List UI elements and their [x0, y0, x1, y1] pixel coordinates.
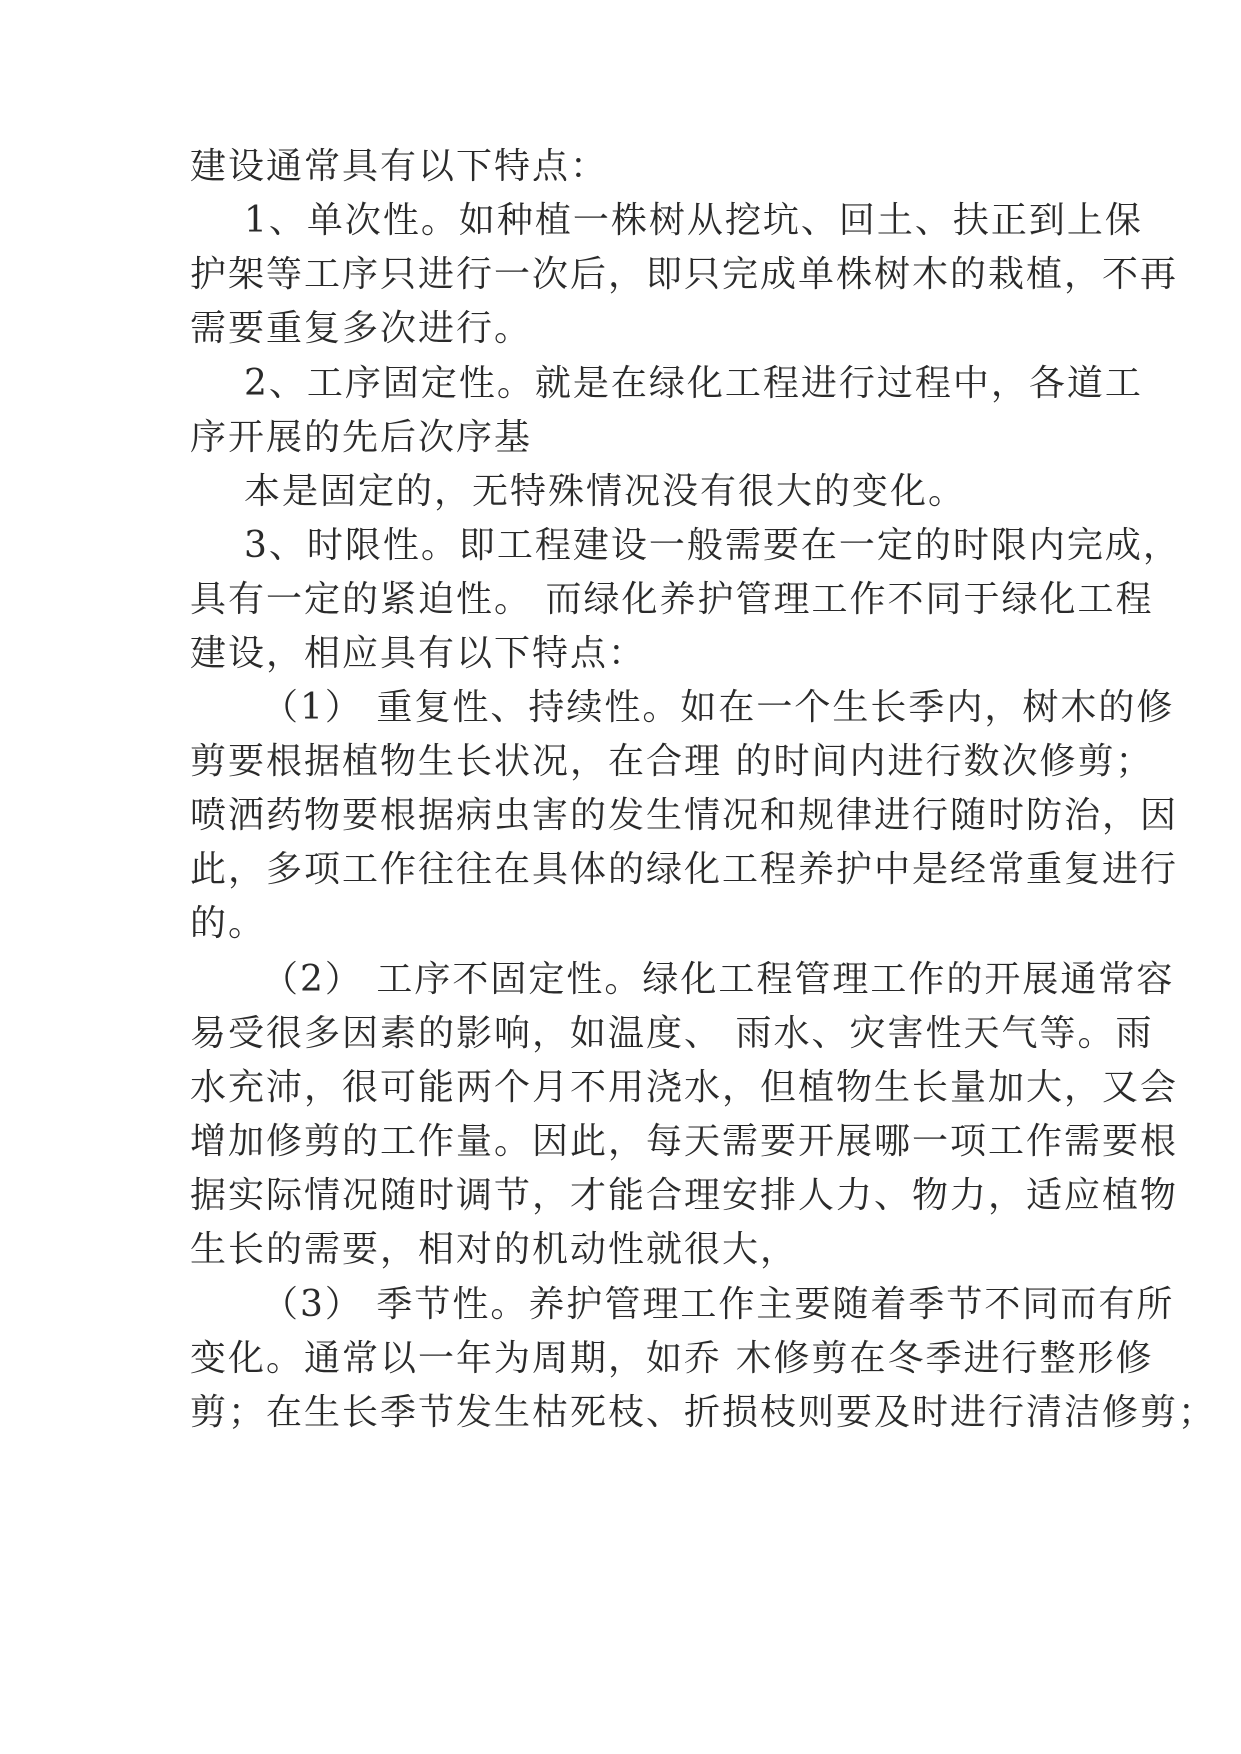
text-line: 剪；在生长季节发生枯死枝、折损枝则要及时进行清洁修剪； [190, 1392, 1217, 1433]
text-line: （1） 重复性、持续性。如在一个生长季内，树木的修 [262, 687, 1175, 728]
text-line: 2、工序固定性。就是在绿化工程进行过程中，各道工 [244, 363, 1143, 404]
text-line: 喷洒药物要根据病虫害的发生情况和规律进行随时防治，因 [190, 795, 1179, 836]
text-line: 变化。通常以一年为周期，如乔 木修剪在冬季进行整形修 [190, 1338, 1154, 1379]
text-line: 据实际情况随时调节，才能合理安排人力、物力，适应植物 [190, 1175, 1179, 1216]
text-line: 具有一定的紧迫性。 而绿化养护管理工作不同于绿化工程 [190, 579, 1154, 620]
text-line: 护架等工序只进行一次后，即只完成单株树木的栽植，不再 [190, 254, 1179, 295]
text-line: 需要重复多次进行。 [190, 308, 533, 349]
text-line: 增加修剪的工作量。因此，每天需要开展哪一项工作需要根 [190, 1121, 1179, 1162]
text-line: 序开展的先后次序基 [190, 417, 533, 458]
text-line: 易受很多因素的影响，如温度、 雨水、灾害性天气等。雨 [190, 1013, 1154, 1054]
text-line: 水充沛，很可能两个月不用浇水，但植物生长量加大，又会 [190, 1067, 1179, 1108]
text-line: 1、单次性。如种植一株树从挖坑、回土、扶正到上保 [244, 200, 1143, 241]
text-line: 此，多项工作往往在具体的绿化工程养护中是经常重复进行 [190, 849, 1179, 890]
text-line: 的。 [190, 903, 267, 944]
text-line: （3） 季节性。养护管理工作主要随着季节不同而有所 [262, 1284, 1175, 1325]
text-line: 生长的需要，相对的机动性就很大， [190, 1229, 799, 1270]
text-line: 建设，相应具有以下特点： [190, 633, 647, 674]
text-line: 3、时限性。即工程建设一般需要在一定的时限内完成， [244, 525, 1181, 566]
text-line: 剪要根据植物生长状况，在合理 的时间内进行数次修剪； [190, 741, 1154, 782]
text-line: 建设通常具有以下特点： [190, 146, 609, 187]
text-line: 本是固定的，无特殊情况没有很大的变化。 [244, 471, 967, 512]
text-line: （2） 工序不固定性。绿化工程管理工作的开展通常容 [262, 959, 1175, 1000]
